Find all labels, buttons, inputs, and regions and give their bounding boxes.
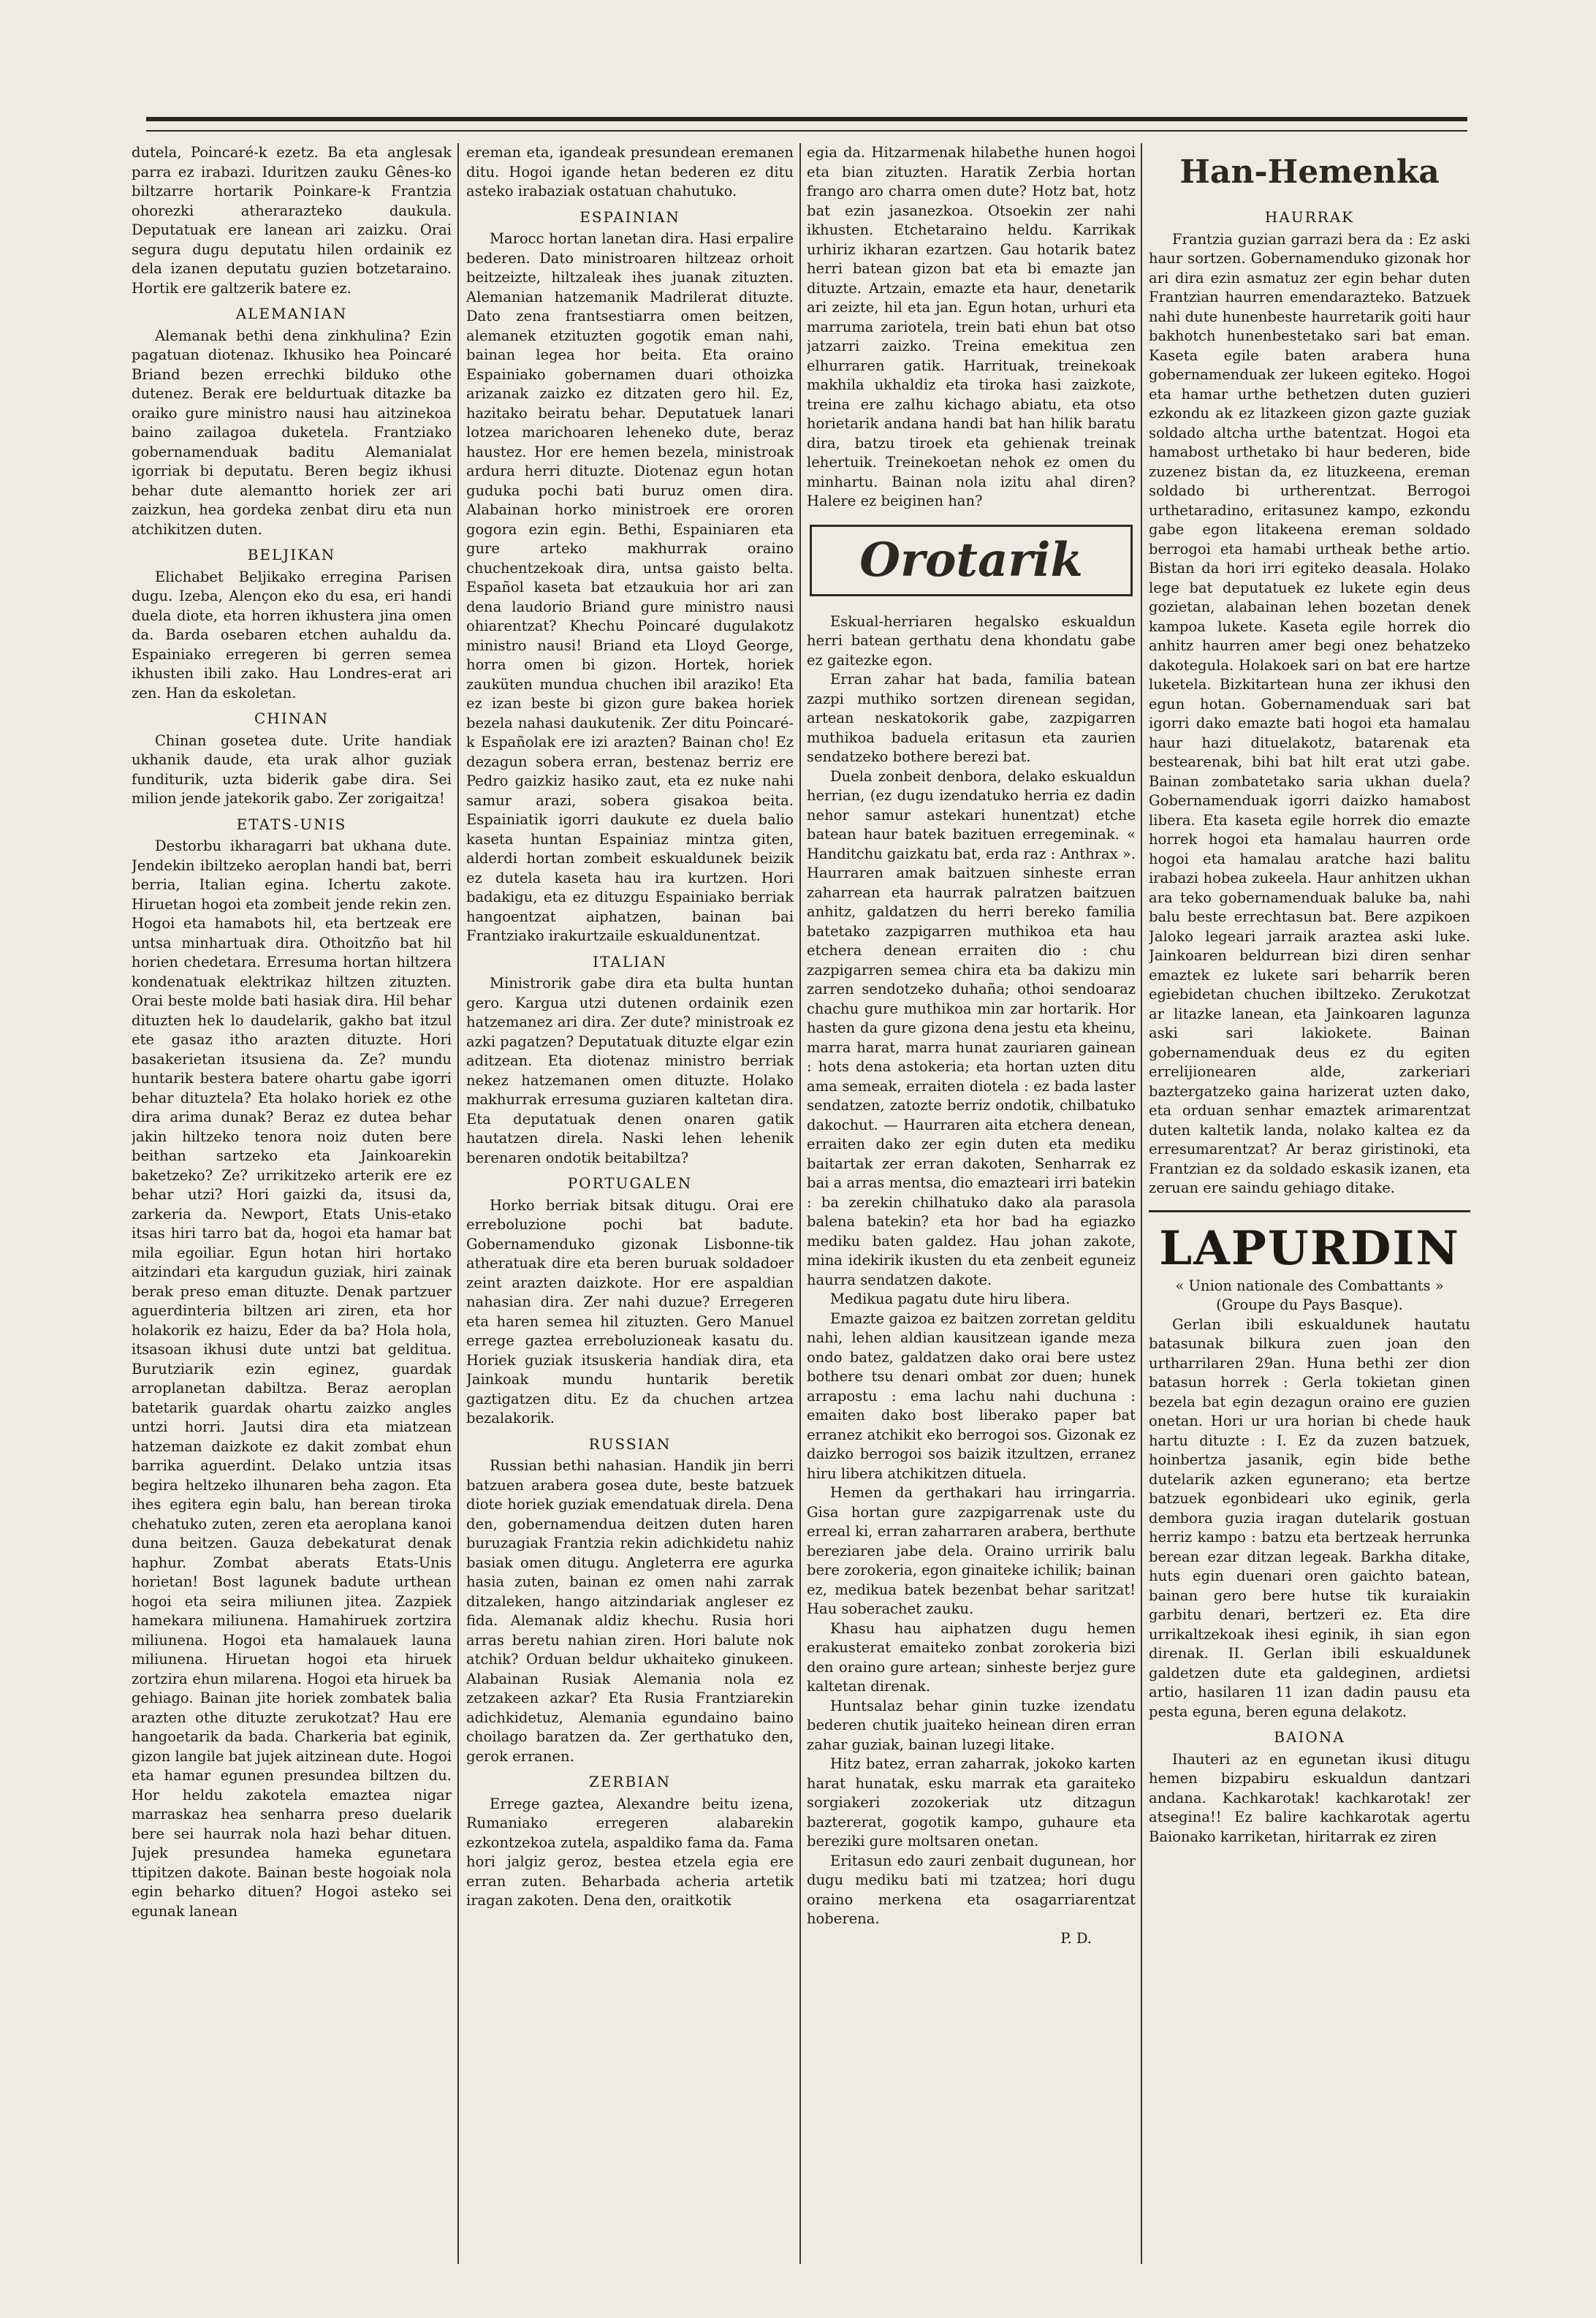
article-espainian: Marocc hortan lanetan dira. Hasi erpalire bederen. Dato ministroaren hiltzeaz orhoit beitzeizte, hiltzaleak ihes juanak zituzten. Alemanian hatzemanik Madrilerat dituzte. Dato zena frantsestiarra omen beitzen, alemanek etzituzten gogotik eman nahi, bainan legea hor beita. Eta oraino Espainiako gobernamen duari othoizka arizanak zaizko ez ditzaten gero hil. Ez, hazitako beiratu behar. Deputatuek lanari lotzea marichoaren leheneko dute, beraz haustez. Hor ere hemen bezela, ministroak ardura herri dituzte. Diotenaz egun hotan guduka pochi bati buruz omen dira. Alabainan horko ministroek ere ororen gogora ezin egin. Bethi, Espainiaren eta gure arteko makhurrak oraino chuchentzekoak dira, untsa gaisto belta. Español kaseta bat etzaukuia hor ari zan dena laudorio Briand gure ministro nausi ohiarentzat? Khechu Poincaré dugulakotz ministro nausi! Briand eta Lloyd George, horra omen bi gizon. Hortek, horiek zauküten mundua chuchen ibil araziko! Eta ez izan beste bi gizon gure bakea horiek bezela nahasi daukutenik. Zer ditu Poincaré-k Españolak ere izi arazten? Bainan cho! Ez dezagun sobera erran, bestenaz berriz ere Pedro gaizkiz hasiko zaut, eta ez nuke nahi samur arazi, sobera gisakoa beita. Espainiatik igorri daukute ez duela balio kaseta huntan Espainiaz mintza giten, alderdi hortan zombeit eskualdunek beizik ez dutela kaseta hau ira kurtzen. Hori badakigu, eta ez dituzgu Espainiako berriak hangoentzat aiphatzen, bainan bai Frantziako irakurtzaile eskualdunentzat. [466,230,794,944]
column-3 [807,143,1136,2264]
column-rule [799,143,801,2264]
section-heading-beljikan: BELJIKAN [247,546,336,563]
union-subtitle: (Groupe du Pays Basque). [1216,1296,1403,1313]
article-portugalen: Horko berriak bitsak ditugu. Orai ere erreboluzione pochi bat badute. Gobernamenduko gizonak Lisbonne-tik atheratuak dire eta beren buruak soldadoer zeint arazten daizkote. Hor ere aspaldian nahasian dira. Zer nahi duzue? Erregeren eta haren semea hil zituzten. Gero Manuel errege gaztea erreboluzioneak kasatu du. Horiek guziak itsuskeria handiak dira, eta Jainkoak mundu huntarik beretik gaztigatzen ditu. Ez da chuchen artzea bezalakorik. [466,1196,794,1426]
section-heading-etats-unis: ETATS-UNIS [236,815,347,833]
section-heading-baiona: BAIONA [1274,1728,1345,1746]
union-title: « Union nationale des Combattants » [1175,1277,1444,1294]
orotarik-paragraph: Erran zahar hat bada, familia batean zazpi muthiko sortzen direnean segidan, artean neskatokorik gabe, zazpigarren muthikoa baduela eritasun eta zaurien sendatzeko bothere berezi bat. [807,671,1136,765]
orotarik-paragraph: Eskual-herriaren hegalsko eskualdun herri batean gerthatu dena khondatu gabe ez gaitezke egon. [807,612,1136,669]
orotarik-paragraph: Huntsalaz behar ginin tuzke izendatu bederen chutik juaiteko heinean diren erran zahar guziak, bainan luzegi litake. [807,1697,1136,1753]
article-union: Gerlan ibili eskualdunek hautatu batasunak bilkura zuen joan den urtharrilaren 29an. Huna bethi zer dion batasun horrek : Gerla tokietan ginen bezela bat egin dezagun oraino ere guzien onetan. Hori ur ura horian bi chede hauk hartu dituzte : I. Ez da zuzen batzuek, hoinbertza jasanik, egin bide bethe dutelarik azken egunerano; eta bertze batzuek egonbideari uko eginik, gerla dembora guzia iragan dutelarik gostuan herriz kampo : batzu eta bertzeak herrunka berean ezar ditzan legeak. Barkha ditake, huts egin duenari oren gaichto batean, bainan gero bere hutse tik kuraiakin garbitu denari, bertzeri ez. Eta dire urrikaltzekoak ihesi eginik, ih sian egon direnak. II. Gerlan ibili eskualdunek galdetzen dute eta galdeginen, ardietsi artio, hasilaren 11 izan dadin pausu eta pesta eguna, beren eguna delakotz. [1149,1315,1470,1720]
article-russian: Russian bethi nahasian. Handik jin berri batzuen arabera gosea dute, beste batzuek diote horiek guziak emendatuak direla. Dena den, gobernamendua deitzen duten haren buruzagiak Frantzia rekin adichkidetu nahiz basiak omen ditugu. Angleterra ere agurka hasia zuten, bainan ez omen nahi zarrak ditzaleken, hango aitzindariak angleser ez fida. Alemanak aldiz khechu. Rusia hori arras beretu nahian ziren. Hori balute nok atchik? Orduan beldur ukhaiteko ginukeen. Alabainan Rusiak Alemania nola ez zetzakeen azkar? Eta Rusia Frantziarekin adichkidetuz, Alemania egundaino baino choilago baratzen da. Zer gerthatuko den, gerok erranen. [466,1457,794,1765]
section-heading-haurrak: HAURRAK [1264,208,1355,226]
article-chinan: Chinan gosetea dute. Urite handiak ukhanik daude, eta urak alhor guziak funditurik, uzta biderik gabe dira. Sei milion jende jatekorik gabo. Zer zorigaitza! [132,732,452,807]
orotarik-paragraph: Emazte gaizoa ez baitzen zorretan gelditu nahi, lehen aldian kausitzean igande meza ondo batez, galdatzen dako orai bere ustez bothere tsu denari ombat zor duen; hunek arrapostu : ema lachu nahi duchuna : emaiten dako bost liberako paper bat erranez atchikit eko berrogoi sos. Gizonak ez daizko berrogoi sos baizik itzultzen, erranez hiru libera atchikitzen dituela. [807,1310,1136,1482]
section-heading-chinan: CHINAN [254,710,330,727]
article-continuation: egia da. Hitzarmenak hilabethe hunen hogoi eta bian zituzten. Haratik Zerbia hortan frango aro charra omen dute? Hotz bat, hotz bat ezin jasanezkoa. Otsoekin zer nahi ikhusten. Etchetaraino heldu. Karrikak urhiriz ikharan ezartzen. Gau hotarik batez herri batean gizon bat eta bi emazte jan dituzte. Artzain, emazte eta haur, denetarik ari zeizte, hil eta jan. Egun hotan, urhuri eta marruma zariotela, trein bati ehun bat otso jatzarri zaizko. Treina emekitua zen elhurraren gatik. Harrituak, treinekoak makhila ukhaldiz eta tiroka hasi zaizkote, treina ere zalhu kichago abiatu, eta otso horietarik andana handi bat han hilik baratu dira, batzu tiroek eta gehienak treinak lehertuik. Treinekoetan nehok ez omen du minhartu. Bainan nola izitu ahal diren? Halere ez beiginen han? [807,144,1136,509]
article-baiona: Ihauteri az en egunetan ikusi ditugu hemen bizpabiru eskualdun dantzari andana. Kachkarotak! kachkarotak! zer atsegina!! Ez balire kachkarotak agertu Baionako karriketan, hiritarrak ez ziren [1149,1750,1470,1845]
orotarik-title-box: Orotarik [810,525,1133,596]
column-1 [132,143,452,2264]
article-zerbian: Errege gaztea, Alexandre beitu izena, Rumaniako erregeren alabarekin ezkontzekoa zutela, aspaldiko fama da. Fama hori jalgiz geroz, bestea etzela egia ere erran zuten. Beharbada acheria artetik iragan zakoten. Dena den, oraitkotik [466,1795,794,1909]
orotarik-paragraph: Hemen da gerthakari hau irringarria. Gisa hortan gure zazpigarrenak uste du erreal ki, erran zaharraren arabera, berthute bereziaren jabe dela. Oraino urririk balu bere zorokeria, egon ginaiteke ichilik; bainan ez, medikua batek bezenbat behar saritzat! Hau soberachet zauku. [807,1484,1136,1617]
article-continuation: ereman eta, igandeak presundean eremanen ditu. Hogoi igande hetan bederen ez ditu asteko irabaziak ostatuan chahutuko. [466,144,794,200]
article-beljikan: Elichabet Beljikako erregina Parisen dugu. Izeba, Alençon eko du esa, eri handi duela diote, eta horren ikhustera jina omen da. Barda osebaren etchen auhaldu da. Espainiako erregeren bi gerren semea ikhusten ibili zako. Hau Londres-erat ari zen. Han da eskoletan. [132,568,452,702]
article-haurrak: Frantzia guzian garrazi bera da : Ez aski haur sortzen. Gobernamenduko gizonak hor ari dira ezin asmatuz zer egin behar duten Frantzian haurren emendarazteko. Batzuek nahi dute hunenbeste haurretarik goiti haur bakhotch hunenbestetako sari bat eman. Kaseta egile baten arabera huna gobernamenduak zer lukeen egiteko. Hogoi eta hamar urthe bethetzen duten guzieri ezkondu ak ez litazkeen gizon gazte guziak soldado altcha urthe batentzat. Hogoi eta hamabost urthetako bi haur bederen, bide zuzenez bistan da, ez lituzkeena, ereman soldado bi urtherentzat. Berrogoi urthetaradino, eritasunez kampo, ezkondu gabe egon litakeena ereman soldado berrogoi eta hamabi urtheak bethe artio. Bistan da hori irri egiteko deasala. Holako lege bat deputatuek ez lukete egin deus gozietan, alabainan lehen bozetan denek kampoa lukete. Kaseta egile horrek dio anhitz haurren amer begi onez behatzeko dakotegula. Holakoek sari on bat ere hartze luketela. Bizkitartean huna zer ikhusi den egun hotan. Gobernamenduak sari bat igorri dako emazte bati hogoi eta hamalau haur hazi dituelakotz, batarenak eta bestearenak, bihi bat hilt erat utzi gabe. Bainan zombatetako saria ukhan duela? Gobernamenduak igorri daizko hamabost libera. Eta kaseta egile horrek dio emazte horrek hogoi eta hamalau haurren orde hogoi eta hamalau aratche hazi balitu irabazi hobea zukeela. Haur anhitzen ukhan ara teko gobernamenduak baluke ba, nahi balu beste errechtasun bat. Bere azpikoen Jaloko legeari jarraik araztea aski luke. Jainkoaren beldurrean bizi diren senhar emaztek ez lukete sari beharrik beren egiebidetan chuchen ibiltzeko. Zerukotzat ar litazke lanean, eta Jainkoaren lagunza aski sari lakiokete. Bainan gobernamenduak deus ez du egiten errelijionearen alde, zarkeriari baztergatzeko gaina harizerat uzten dako, eta orduan senhar emaztek arimarentzat duten kaltetik landa, nolako kaltea ez da erresumarentzat? Ar beraz giristinoki, eta Frantzian ez da soldado eskasik izanen, eta zeruan ere saindu gehiago ditake. [1149,230,1470,1196]
column-rule [1141,143,1142,2264]
section-heading-portugalen: PORTUGALEN [567,1174,693,1192]
top-rule [146,117,1467,132]
section-heading-espainian: ESPAINIAN [580,208,680,226]
author-signature: P. D. [1060,1929,1092,1947]
column-rule [457,143,459,2264]
orotarik-paragraph: Eritasun edo zauri zenbait dugunean, hor dugu mediku bati mi tzatzea; hori dugu oraino merkena eta osagarriarentzat hoberena. [807,1852,1136,1927]
orotarik-paragraph: Medikua pagatu dute hiru libera. [830,1291,1071,1307]
article-etats-unis: Destorbu ikharagarri bat ukhana dute. Jendekin ibiltzeko aeroplan handi bat, berri berria, Italian egina. Ichertu zakote. Hiruetan hogoi eta zombeit jende rekin zen. Hogoi eta hamabots hil, eta bertzeak ere untsa minhartuak dira. Othoitzño bat hil horien chedetara. Erresuma hortan hiltzera kondenatuak elektrikaz hiltzen zituzten. Orai beste molde bati hasiak dira. Hil behar dituzten hek lo daudelarik, gakho bat itzul ete gasaz itho arazten dituzte. Hori basakerietan itsusiena da. Ze? mundu huntarik bestera batere ohartu gabe igorri behar dituztela? Eta holako horiek ez othe dira arima dunak? Beraz ez dutea behar jakin hiltzeko tenora noiz duten bere beithan sartzeko eta Jainkoarekin baketzeko? Ze? urrikitzeko arterik ere ez behar utzi? Hori gaizki da, itsusi da, zarkeria da. Newport, Etats Unis-etako itsas hiri tarro bat da, hogoi eta hamar bat mila egoiliar. Egun hotan hiri hortako aitzindari eta kargudun guziak, hiri zainak berak preso eman dituzte. Denak partzuer aguerdinteria biltzen ari ziren, eta hor holakorik ez haizu, Eder da ba? Hola hola, itsasoan ikhusi dute untzi bat gelditua. Burutziarik ezin eginez, guardak arroplanetan dabiltza. Beraz aeroplan batetarik guardak ohartu zaizko angles untzi horri. Jautsi dira eta miatzean hatzeman daizkote ez dakit zombat ehun barrika aguerdint. Delako untzia itsas begira heltzeko ilhunaren beha zagon. Eta ihes egitera egin balu, han berean tiroka chehatuko zuten, zeren eta aeroplana kanoi duna beitzen. Gauza debekaturat denak haphur. Zombat aberats Etats-Unis horietan! Bost lagunek badute urthean hogoi eta seira miliunen jitea. Zazpiek hamekara miliunena. Hamahiruek zortzira miliunena. Hogoi eta hamalauek launa miliunena. Hiruetan hogoi eta hiruek zortzira ehun milarena. Hogoi eta hiruek ba gehiago. Bainan jite horiek zombatek balia arazten othe dituzte zerukotzat? Hau ere hangoetarik da bada. Charkeria bat eginik, gizon langile bat jujek aitzinean dute. Hogoi eta hamar egunen presundea biltzen du. Hor heldu zakotela emaztea nigar marraskaz hea senharra preso duelarik bere sei haurrak nola hazi behar dituen. Jujek presundea hameka egunetara ttipitzen dakote. Bainan beste hogoiak nola egin beharko dituen? Hogoi asteko sei egunak lanean [132,837,452,1920]
article-alemanian: Alemanak bethi dena zinkhulina? Ezin pagatuan diotenaz. Ikhusiko hea Poincaré Briand bezen errechki bilduko othe dutenez. Berak ere beldurtuak ditazke ba oraiko gure ministro nausi hau aitzinekoa baino zailagoa duketela. Frantziako gobernamenduak baditu Alemanialat igorriak bi deputatu. Beren begiz ikhusi behar dute alemantto horiek zer ari zaizkun, hea gordeka zenbat diru eta nun atchikitzen duten. [132,327,452,538]
column-4 [1149,143,1470,2264]
lapurdin-heading: LAPURDIN [1149,1210,1470,1277]
section-heading-zerbian: ZERBIAN [588,1773,672,1790]
article-continuation: dutela, Poincaré-k ezetz. Ba eta anglesak parra ez irabazi. Iduritzen zauku Gênes-ko biltzarre hortarik Poinkare-k Frantzia ohorezki atherarazteko daukula. Deputatuak ere lanean ari zaizku. Orai segura dugu deputatu hilen ordainik ez dela izanen deputatu guzien botzetaraino. Hortik ere galtzerik batere ez. [132,144,452,297]
orotarik-paragraph: Duela zonbeit denbora, delako eskualdun herrian, (ez dugu izendatuko herria ez dadin nehor samur astekari hunentzat) etche batean haur batek bazituen erregeminak. « Handitchu gaizkatu bat, erda raz : Anthrax ». Haurraren amak baitzuen sinheste erran zaharrean eta haurrak palratzen baitzuen anhitz, galdatzen du herri bereko familia batetako zazpigarren muthikoa eta hau etchera denean erraiten dio : chu zazpigarren semea chira eta ba dakizu min zarren sendotzeko duhaña; othoi sendoaraz chachu gure muthikoa min zar hortarik. Hor hasten da gure gizona dena jestu eta kheinu, marra harat, marra hunat zauriaren gainean : hots dena astokeria; eta hortan uzten ditu ama semeak, erraiten diotela : ez bada laster sendatzen, zatozte berriz ondotik, chilbatuko dakochut. — Haurraren aita etchera denean, erraiten dako zer egin duten eta mediku baitartak zer erran dakoten, Senharrak ez bai a arras mentsa, dio emazteari irri batekin : ba zerekin chilhatuko dako ala parasola balena batekin? eta hor bad ha egiazko mediku baten galdez. Hau johan zakote, mina idekirik ikusten du eta zenbeit eguneiz haurra sendatzen dakote. [807,767,1136,1288]
article-italian: Ministrorik gabe dira eta bulta huntan gero. Kargua utzi dutenen ordainik ezen hatzemanez ari dira. Zer dute? ministroak ez azki pagatzen? Deputatuak dituzte elgar ezin aditzean. Eta diotenaz ministro berriak nekez hatzemanen omen dituzte. Holako makhurrak erresuma guziaren kaltetan dira. Eta deputatuak denen onaren gatik hautatzen direla. Naski lehen lehenik berenaren ondotik beitabiltza? [466,975,794,1166]
section-heading-alemanian: ALEMANIAN [235,305,348,322]
column-2 [466,143,794,2264]
section-heading-italian: ITALIAN [593,952,667,970]
section-heading-russian: RUSSIAN [588,1434,672,1453]
han-hemenka-masthead: Han-Hemenka [1179,153,1440,191]
orotarik-paragraph: Khasu hau aiphatzen dugu hemen erakusterat emaiteko zonbat zorokeria bizi den oraino gure artean; sinheste berjez gure kaltetan direnak. [807,1619,1136,1695]
orotarik-paragraph: Hitz batez, erran zaharrak, jokoko karten harat hunatak, esku marrak eta garaiteko sorgiakeri zozokeriak utz ditzagun baztererat, gogotik kampo, guhaure eta bereziki gure moltsaren onetan. [807,1755,1136,1850]
